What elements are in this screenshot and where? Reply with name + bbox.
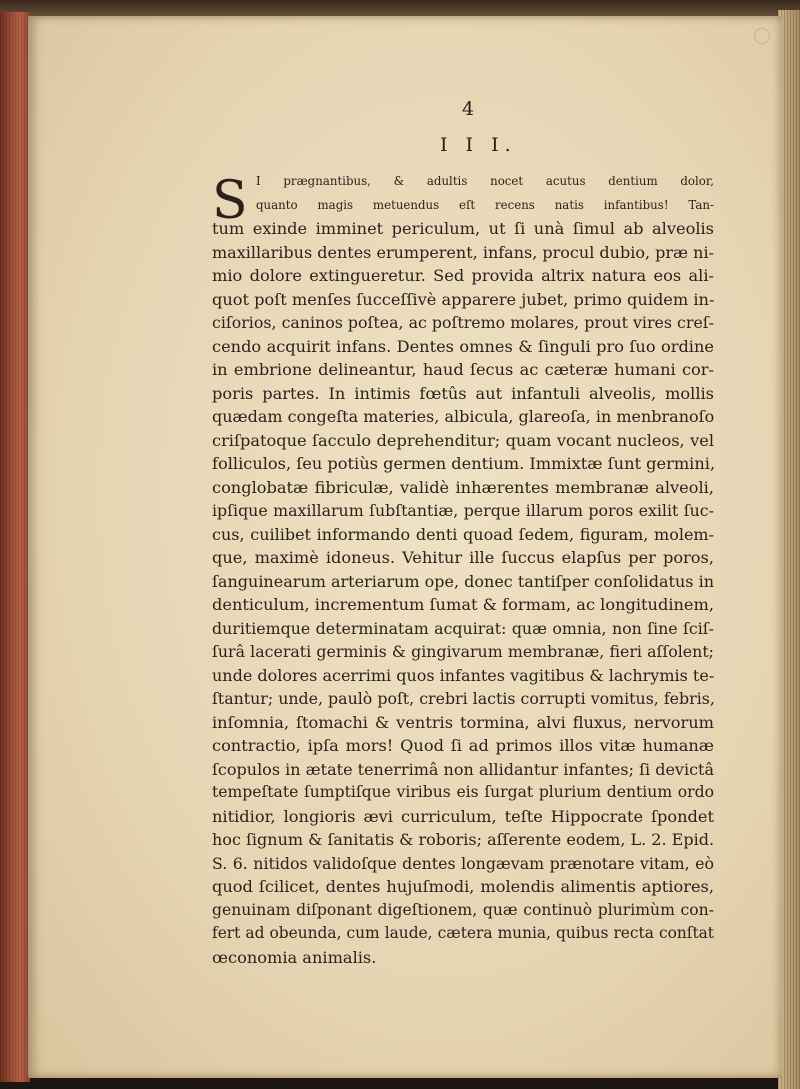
text-line: hoc ſignum & ſanitatis & roboris; aſſerente eodem, L. 2. Epid.: [212, 830, 715, 849]
text-line: I prægnantibus, & adultis nocet acutus dentium dolor,: [256, 174, 714, 188]
text-line: in embrione delineantur, haud ſecus ac cæteræ humani cor-: [212, 360, 714, 379]
library-stamp-icon: [754, 28, 770, 44]
text-line: que, maximè idoneus. Vehitur ille ſuccus elapſus per poros,: [212, 548, 714, 567]
text-line: nitidior, longioris ævi curriculum, teſte Hippocrate ſpondet: [212, 806, 714, 826]
text-line: genuinam diſponant digeſtionem, quæ continuò plurimùm con-: [212, 900, 714, 919]
text-line: ſtantur; unde, paulò poſt, crebri lactis corrupti vomitus, febris,: [212, 689, 715, 708]
book-page-edges-left: [0, 12, 30, 1082]
text-line: cus, cuilibet informando denti quoad ſedem, figuram, molem-: [212, 524, 714, 544]
text-line: inſomnia, ſtomachi & ventris tormina, alvi fluxus, nervorum: [212, 712, 714, 732]
text-line: mio dolore extingueretur. Sed provida altrix natura eos ali-: [212, 266, 714, 285]
text-line: quod ſcilicet, dentes hujuſmodi, molendis alimentis aptiores,: [212, 877, 714, 896]
text-line: ſanguinearum arteriarum ope, donec tantiſper conſolidatus in: [212, 571, 714, 591]
text-line: criſpatoque ſacculo deprehenditur; quam vocant nucleos, vel: [212, 430, 714, 450]
text-line: unde dolores acerrimi quos infantes vagitibus & lachrymis te-: [212, 665, 715, 685]
text-line: œconomia animalis.: [212, 947, 377, 967]
text-line: S. 6. nitidos validoſque dentes longævam prænotare vitam, eò: [212, 853, 714, 873]
drop-capital: S: [212, 171, 248, 231]
text-line: maxillaribus dentes erumperent, infans, procul dubio, præ ni-: [212, 242, 714, 262]
text-line: tempeſtate ſumptiſque viribus eis ſurgat plurium dentium ordo: [212, 783, 714, 801]
text-line: contractio, ipſa mors! Quod ſi ad primos illos vitæ humanæ: [212, 736, 714, 755]
text-line: quot poſt menſes ſucceſſivè apparere jubet, primo quidem in-: [212, 289, 715, 309]
page-number: 4: [462, 98, 475, 120]
section-heading: I I I.: [440, 134, 517, 156]
text-line: ſcopulos in ætate tenerrimâ non allidantur infantes; ſi devictâ: [212, 759, 714, 779]
text-line: ipſique maxillarum ſubſtantiæ, perque illarum poros exilit ſuc-: [212, 501, 714, 520]
text-line: quanto magis metuendus eſt recens natis infantibus! Tan-: [256, 197, 714, 212]
text-line: poris partes. In intimis fœtûs aut infantuli alveolis, mollis: [212, 383, 714, 403]
text-line: tum exinde imminet periculum, ut ſi unà ſimul ab alveolis: [212, 219, 714, 238]
text-line: folliculos, ſeu potiùs germen dentium. Immixtæ ſunt germini,: [212, 454, 716, 473]
text-line: quædam congeſta materies, albicula, glareoſa, in menbranoſo: [212, 407, 715, 426]
text-line: ſurâ lacerati germinis & gingivarum membranæ, fieri aſſolent;: [212, 642, 714, 661]
text-line: fert ad obeunda, cum laude, cætera munia, quibus recta conſtat: [212, 924, 714, 942]
text-line: ciſorios, caninos poſtea, ac poſtremo molares, prout vires creſ-: [212, 313, 714, 332]
body-text: [212, 170, 714, 969]
text-line: cendo acquirit infans. Dentes omnes & ſinguli pro ſuo ordine: [212, 336, 714, 356]
text-line: conglobatæ fibriculæ, validè inhærentes membranæ alveoli,: [212, 477, 714, 497]
text-line: denticulum, incrementum ſumat & formam, ac longitudinem,: [212, 595, 715, 614]
text-line: duritiemque determinatam acquirat: quæ omnia, non ſine ſciſ-: [212, 618, 714, 638]
